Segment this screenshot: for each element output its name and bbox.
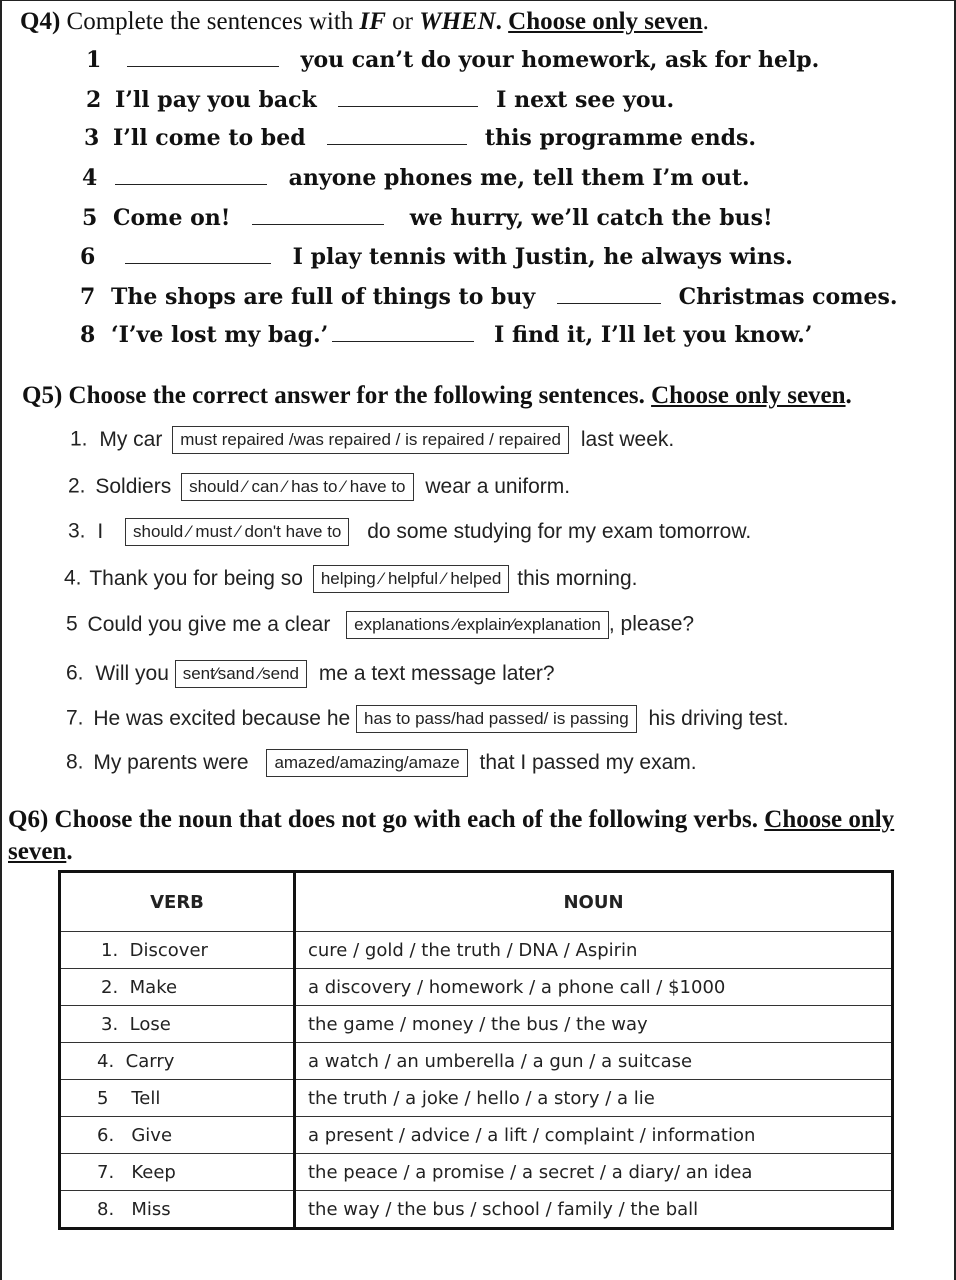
q4-or: or [392,8,413,35]
item-text: Could you give me a clear [87,612,331,636]
table-row [60,1043,893,1080]
verb-column-header: VERB [60,872,295,932]
q5-choose-only: Choose only seven [651,382,846,409]
noun-options[interactable]: the way / the bus / school / family / the ball [295,1191,893,1229]
item-number: 4. [64,566,82,590]
item-text: you can’t do your homework, ask for help. [300,47,820,73]
blank-line[interactable] [327,126,467,145]
item-number: 8. [66,750,84,774]
row-number: 3. [101,1013,119,1035]
item-text: this programme ends. [484,125,756,151]
blank-line[interactable] [557,285,661,304]
item-text: his driving test. [648,706,789,730]
q4-item-6 [80,244,793,270]
verb-cell [60,1117,295,1154]
item-text: The shops are full of things to buy [110,284,536,310]
row-number: 8. [97,1198,115,1220]
table-header-row [60,872,893,932]
verb-cell [60,1006,295,1043]
item-number: 3 [84,125,100,151]
item-text: He was excited because he [93,706,351,730]
item-text: I’ll come to bed [112,125,306,151]
table-row [60,932,893,969]
q5-item-6 [66,660,555,688]
noun-options[interactable]: a discovery / homework / a phone call / $1000 [295,969,893,1006]
item-text: I next see you. [496,87,675,113]
item-number: 2 [86,87,102,113]
q4-if: IF [359,8,386,35]
q4-item-8 [80,322,812,348]
q5-title: Choose the correct answer for the following sentences. [68,382,645,409]
q6-label: Q6) [8,806,49,833]
q4-dot: . [495,8,502,35]
q5-item-7 [66,705,789,733]
item-number: 6. [66,661,84,685]
verb-text: Make [129,976,178,998]
options-box[interactable]: sent⁄sand ⁄send [175,660,307,688]
q4-item-7 [80,284,898,310]
q6-heading [8,806,894,834]
item-text: we hurry, we’ll catch the bus! [409,205,773,231]
options-box[interactable]: explanations ⁄explain⁄explanation [346,611,609,639]
q4-item-4 [82,165,750,191]
table-row [60,969,893,1006]
item-number: 5 [82,205,98,231]
row-number: 6. [97,1124,115,1146]
table-row [60,1191,893,1229]
options-box[interactable]: has to pass/had passed/ is passing [356,705,637,733]
verb-text: Give [131,1124,173,1146]
q6-choose-seven: seven [8,838,67,865]
q6-title: Choose the noun that does not go with each of the following verbs. [54,806,759,833]
q4-label: Q4) [20,8,61,35]
noun-options[interactable]: the truth / a joke / hello / a story / a lie [295,1080,893,1117]
q4-title: Complete the sentences with [66,8,354,35]
options-box[interactable]: helping ⁄ helpful ⁄ helped [313,565,510,593]
noun-options[interactable]: the game / money / the bus / the way [295,1006,893,1043]
item-text: My car [99,427,163,451]
item-text: I [97,519,104,543]
table-row [60,1080,893,1117]
noun-options[interactable]: the peace / a promise / a secret / a diary/ an idea [295,1154,893,1191]
row-number: 2. [101,976,119,998]
noun-options[interactable]: a watch / an umberella / a gun / a suitcase [295,1043,893,1080]
q4-when: WHEN [419,8,496,35]
noun-options[interactable]: cure / gold / the truth / DNA / Aspirin [295,932,893,969]
q4-choose-only: Choose only seven [508,8,703,35]
blank-line[interactable] [332,323,474,342]
item-text: Come on! [112,205,231,231]
noun-options[interactable]: a present / advice / a lift / complaint / information [295,1117,893,1154]
options-box[interactable]: should ⁄ can ⁄ has to ⁄ have to [181,473,413,501]
item-text: Christmas comes. [678,284,898,310]
item-number: 8 [80,322,96,348]
verb-cell [60,1080,295,1117]
q5-heading: Q5) Choose the correct answer for the following sentences. Choose only seven. [22,382,852,409]
q6-heading-line2: seven. [8,838,73,865]
blank-line[interactable] [252,206,384,225]
item-text: I find it, I’ll let you know.’ [494,322,813,348]
verb-text: Lose [129,1013,171,1035]
item-text: me a text message later? [318,661,555,685]
q5-item-8 [66,749,697,777]
item-text: Soldiers [95,474,172,498]
item-number: 4 [82,165,98,191]
item-number: 3. [68,519,86,543]
verb-cell [60,932,295,969]
q4-item-5 [82,205,773,231]
item-number: 7 [80,284,96,310]
noun-column-header: NOUN [295,872,893,932]
options-box[interactable]: must repaired /was repaired / is repaired / repaired [172,426,569,454]
verb-noun-table [58,870,894,1230]
item-text: that I passed my exam. [479,750,697,774]
item-text: this morning. [517,566,638,590]
table-row [60,1006,893,1043]
q4-heading: Q4) Complete the sentences with IF or WHEN. Choose only seven. [20,8,709,35]
row-number: 1. [101,939,119,961]
q5-label: Q5) [22,382,63,409]
q5-item-1 [70,426,674,454]
item-text: do some studying for my exam tomorrow. [367,519,752,543]
blank-line[interactable] [115,166,267,185]
item-text: My parents were [93,750,249,774]
item-text: Thank you for being so [89,566,303,590]
item-text: , please? [608,612,695,636]
item-number: 2. [68,474,86,498]
verb-text: Discover [129,939,208,961]
verb-cell [60,1154,295,1191]
q4-item-3 [84,125,756,151]
verb-text: Miss [131,1198,171,1220]
q5-item-4 [64,565,637,593]
q5-item-2 [68,473,570,501]
item-text: I play tennis with Justin, he always wins. [292,244,793,270]
item-text: Will you [95,661,169,685]
row-number: 4. [97,1050,115,1072]
q4-item-2 [86,87,674,113]
verb-text: Carry [125,1050,175,1072]
verb-cell [60,1043,295,1080]
verb-text: Keep [131,1161,176,1183]
table-row [60,1154,893,1191]
table-row [60,1117,893,1154]
verb-cell [60,1191,295,1229]
blank-line[interactable] [338,88,478,107]
item-number: 7. [66,706,84,730]
q5-item-5 [66,611,694,639]
item-number: 6 [80,244,96,270]
options-box[interactable]: amazed/amazing/amaze [266,749,467,777]
q6-choose-only: Choose only [764,806,895,833]
blank-line[interactable] [127,48,279,67]
blank-line[interactable] [125,245,271,264]
row-number: 5 [97,1087,109,1109]
q4-item-1 [86,47,819,73]
item-number: 1. [70,427,88,451]
item-text: last week. [580,427,675,451]
row-number: 7. [97,1161,115,1183]
item-text: wear a uniform. [425,474,571,498]
item-text: ‘I’ve lost my bag.’ [110,322,329,348]
options-box[interactable]: should ⁄ must ⁄ don't have to [125,518,349,546]
q5-item-3 [68,518,751,546]
item-text: I’ll pay you back [114,87,317,113]
verb-text: Tell [131,1087,161,1109]
verb-cell [60,969,295,1006]
item-number: 1 [86,47,102,73]
item-number: 5 [66,612,78,636]
item-text: anyone phones me, tell them I’m out. [288,165,750,191]
